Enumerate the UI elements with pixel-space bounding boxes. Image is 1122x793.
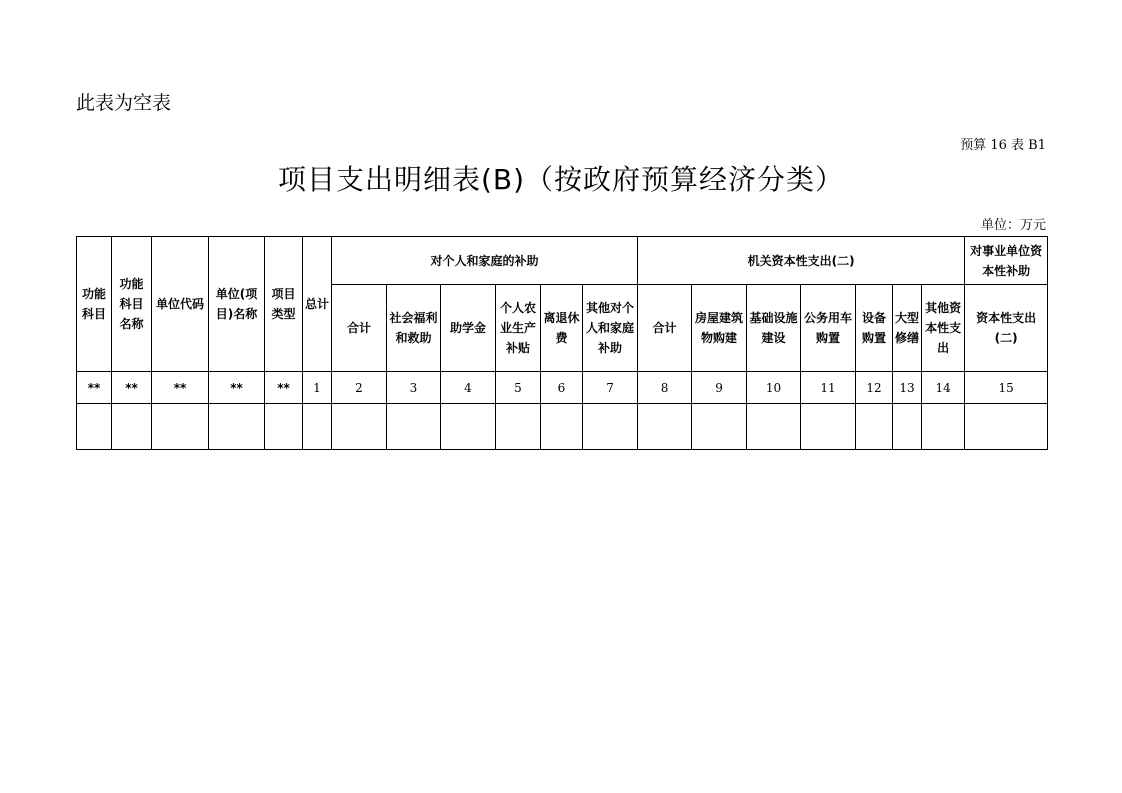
empty-cell[interactable] [332,404,387,450]
col-num-cell: 6 [541,372,583,404]
empty-cell[interactable] [387,404,441,450]
expenditure-table [76,236,1048,450]
column-number-row [77,372,1048,404]
header-g2-repair: 大型修缮 [893,285,922,372]
col-num-cell: 12 [856,372,893,404]
col-num-cell: 2 [332,372,387,404]
page-title: 项目支出明细表(B)（按政府预算经济分类） [277,163,845,196]
header-g2-vehicle: 公务用车购置 [801,285,856,372]
header-g2-equipment: 设备购置 [856,285,893,372]
empty-cell[interactable] [265,404,303,450]
header-g2-other: 其他资本性支出 [922,285,965,372]
header-group-institution-subsidy: 对事业单位资本性补助 [965,237,1048,285]
header-group-personal-subsidy: 对个人和家庭的补助 [332,237,638,285]
empty-cell[interactable] [152,404,209,450]
empty-cell[interactable] [303,404,332,450]
col-num-cell: 3 [387,372,441,404]
empty-cell[interactable] [801,404,856,450]
empty-cell[interactable] [112,404,152,450]
header-g1-total: 合计 [332,285,387,372]
header-g2-building: 房屋建筑物购建 [692,285,747,372]
header-unit-name: 单位(项目)名称 [209,237,265,372]
empty-cell[interactable] [77,404,112,450]
col-num-cell: 14 [922,372,965,404]
col-num-cell: ** [265,372,303,404]
unit-label: 单位：万元 [980,218,1046,233]
header-group-capital-expenditure: 机关资本性支出(二) [638,237,965,285]
empty-cell[interactable] [965,404,1048,450]
col-num-cell: 5 [496,372,541,404]
form-code: 预算 16 表 B1 [960,138,1046,153]
col-num-cell: 15 [965,372,1048,404]
header-g1-scholarship: 助学金 [441,285,496,372]
header-unit-code: 单位代码 [152,237,209,372]
col-num-cell: 10 [747,372,801,404]
empty-data-row [77,404,1048,450]
empty-cell[interactable] [638,404,692,450]
header-g1-other: 其他对个人和家庭补助 [583,285,638,372]
col-num-cell: 8 [638,372,692,404]
col-num-cell: 1 [303,372,332,404]
header-g2-total: 合计 [638,285,692,372]
header-function-subject: 功能科目 [77,237,112,372]
empty-cell[interactable] [692,404,747,450]
empty-cell[interactable] [922,404,965,450]
empty-table-note: 此表为空表 [76,92,172,114]
empty-cell[interactable] [856,404,893,450]
empty-cell[interactable] [209,404,265,450]
col-num-cell: ** [77,372,112,404]
header-g3-capital: 资本性支出(二) [965,285,1048,372]
col-num-cell: 4 [441,372,496,404]
header-function-subject-name: 功能科目名称 [112,237,152,372]
empty-cell[interactable] [496,404,541,450]
col-num-cell: 13 [893,372,922,404]
col-num-cell: 11 [801,372,856,404]
header-g1-welfare: 社会福利和救助 [387,285,441,372]
col-num-cell: 9 [692,372,747,404]
header-g2-infrastructure: 基础设施建设 [747,285,801,372]
empty-cell[interactable] [441,404,496,450]
header-g1-retirement: 离退休费 [541,285,583,372]
col-num-cell: 7 [583,372,638,404]
header-project-type: 项目类型 [265,237,303,372]
empty-cell[interactable] [893,404,922,450]
empty-cell[interactable] [583,404,638,450]
empty-cell[interactable] [541,404,583,450]
empty-cell[interactable] [747,404,801,450]
header-g1-agri-subsidy: 个人农业生产补贴 [496,285,541,372]
header-total: 总计 [303,237,332,372]
col-num-cell: ** [112,372,152,404]
col-num-cell: ** [152,372,209,404]
col-num-cell: ** [209,372,265,404]
